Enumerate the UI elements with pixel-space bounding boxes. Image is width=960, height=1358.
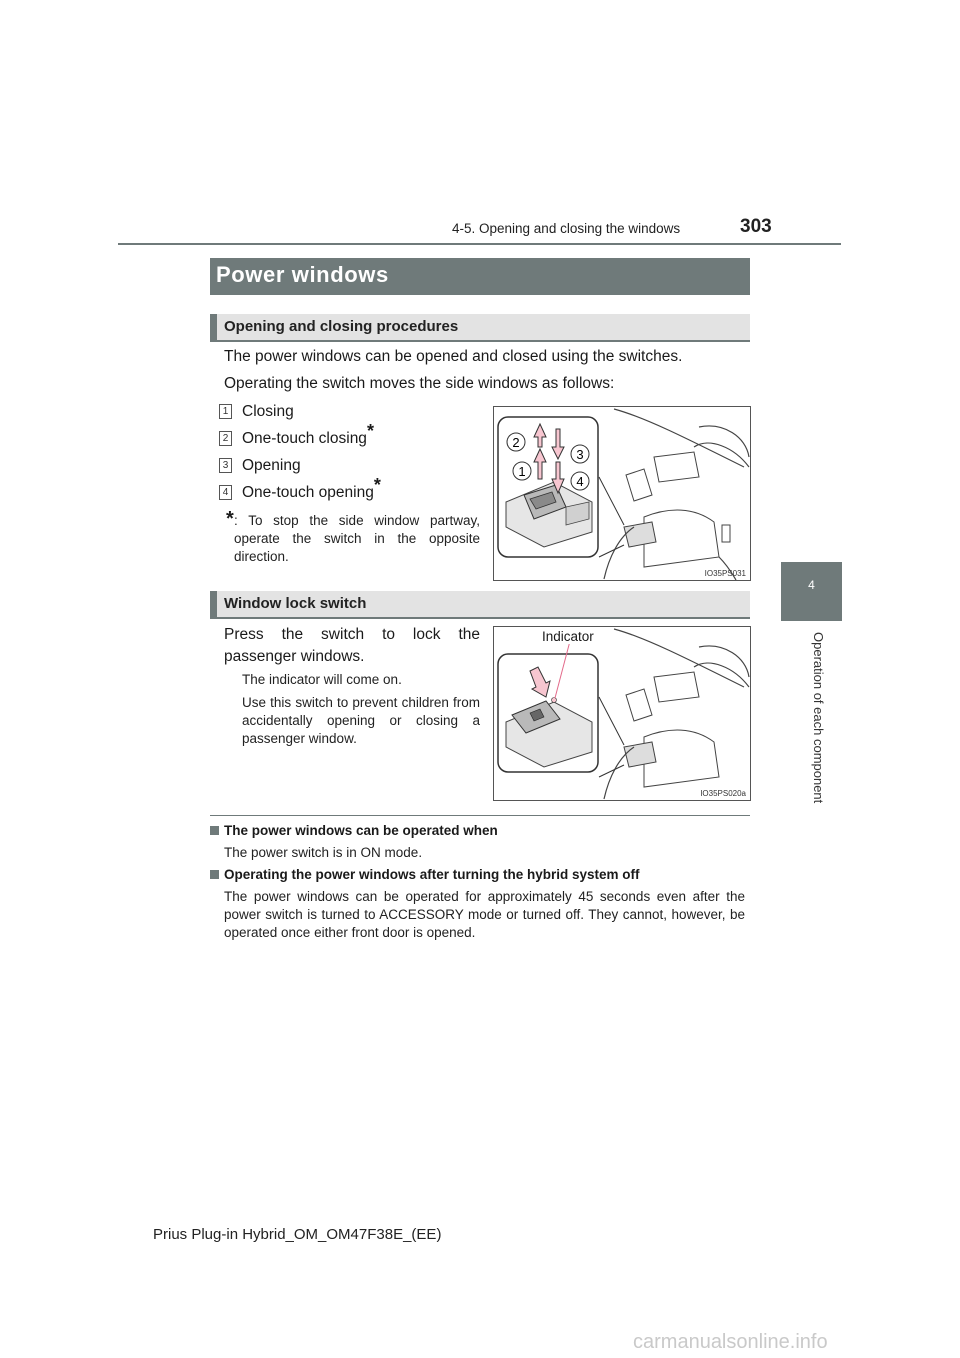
item-star-4: * <box>373 474 381 495</box>
item-label-1: Closing <box>242 403 294 420</box>
lock-note-1: The indicator will come on. <box>242 672 402 687</box>
section-header: 4-5. Opening and closing the windows <box>452 221 681 236</box>
section-title: Window lock switch <box>224 595 367 612</box>
page-title: Power windows <box>216 262 389 287</box>
square-bullet-icon <box>210 870 219 879</box>
lock-text: Press the switch to lock the passenger windows. <box>224 626 480 665</box>
section-accent <box>210 591 217 617</box>
note-heading-1 <box>210 823 498 838</box>
notes-divider <box>210 815 750 816</box>
watermark: carmanualsonline.info <box>633 1331 828 1353</box>
item-number-3: 3 <box>219 458 232 473</box>
chapter-title <box>810 632 830 822</box>
item-label-4 <box>242 474 381 502</box>
square-bullet-icon <box>210 826 219 835</box>
page-number: 303 <box>740 216 772 237</box>
intro-text-2: Operating the switch moves the side windows as follows: <box>224 375 615 392</box>
callout-3: 3 <box>576 447 584 462</box>
section-accent <box>210 314 217 340</box>
note-text-1: The power switch is in ON mode. <box>224 845 423 860</box>
note-heading-2 <box>210 867 640 882</box>
item-number-1: 1 <box>219 404 232 419</box>
item-number-2: 2 <box>219 431 232 446</box>
item-number-4: 4 <box>219 485 232 500</box>
section-title: Opening and closing procedures <box>224 318 459 335</box>
section-heading-opening <box>210 314 750 342</box>
note-heading-1-text: The power windows can be operated when <box>224 823 498 838</box>
callout-4: 4 <box>576 474 584 489</box>
chapter-number: 4 <box>808 578 815 592</box>
footer-doc-id: Prius Plug-in Hybrid_OM_OM47F38E_(EE) <box>153 1226 442 1243</box>
callout-1: 1 <box>518 464 526 479</box>
section-heading-lock <box>210 591 750 619</box>
callout-2: 2 <box>512 435 520 450</box>
chapter-title-text: Operation of each component <box>811 632 826 804</box>
item-star-2: * <box>366 420 374 441</box>
figure-code-2: IO35PS020a <box>700 789 746 798</box>
lock-note-2: Use this switch to prevent children from accidentally opening or closing a passenger window. <box>242 695 480 746</box>
item-label-2 <box>242 420 374 448</box>
item-label-4-text: One-touch opening <box>242 484 374 501</box>
switch-diagram-figure <box>493 406 751 581</box>
note-text-2: The power windows can be operated for approximately 45 seconds even after the power switch is turned to ACCESSORY mode or turned off. They cannot, however, be operated once either front door is opened. <box>224 889 745 940</box>
item-label-3: Opening <box>242 457 301 474</box>
indicator-label: Indicator <box>542 629 594 644</box>
footnote-star: * <box>226 508 234 530</box>
lock-switch-diagram <box>494 627 750 800</box>
intro-text-1: The power windows can be opened and closed using the switches. <box>224 348 683 365</box>
note-heading-2-text: Operating the power windows after turning the hybrid system off <box>224 867 640 882</box>
header-divider <box>118 243 841 245</box>
lock-switch-figure <box>493 626 751 801</box>
item-label-2-text: One-touch closing <box>242 430 367 447</box>
figure-code-1: IO35PS031 <box>704 569 746 578</box>
footnote-text: : To stop the side window partway, operate the switch in the opposite direction. <box>234 513 480 564</box>
switch-diagram <box>494 407 750 580</box>
